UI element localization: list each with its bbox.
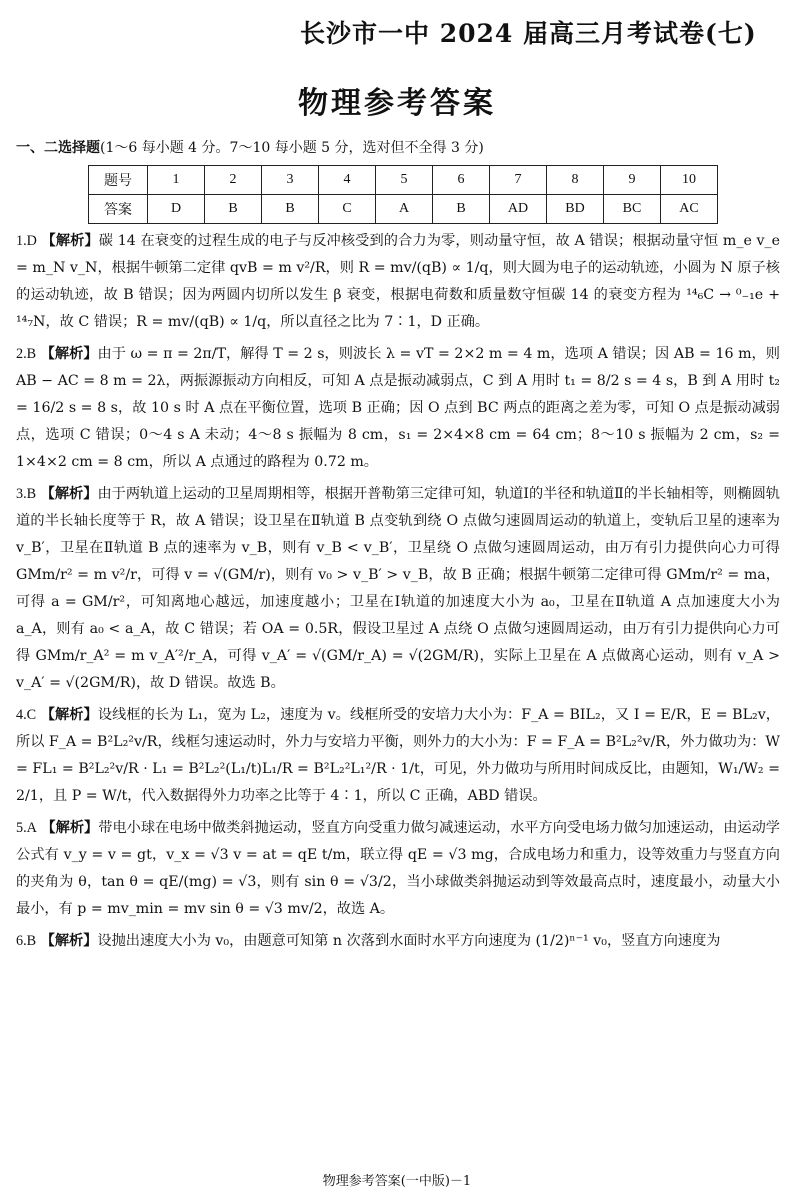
solution-number: 4.C [16,707,37,723]
solution-tag: 【解析】 [40,707,98,723]
solution-tag: 【解析】 [40,933,98,949]
solutions-body [16,228,780,960]
solution-tag: 【解析】 [40,346,98,362]
answer-cell: BD [547,195,604,224]
number-cell: 8 [547,166,604,195]
solution-item [16,702,780,810]
solution-item [16,341,780,476]
solution-tag: 【解析】 [40,486,98,502]
solution-number: 3.B [16,486,37,502]
answer-cell: AC [661,195,718,224]
page-footer: 物理参考答案(一中版)－1 [322,1174,472,1189]
solution-item [16,928,780,955]
number-cell: 5 [376,166,433,195]
solution-number: 6.B [16,933,37,949]
solution-tag: 【解析】 [41,820,99,836]
number-cell: 7 [490,166,547,195]
solution-item [16,228,780,336]
number-cell: 10 [661,166,718,195]
solution-text: 设线框的长为 L₁，宽为 L₂，速度为 v。线框所受的安培力大小为：F_A = BIL₂，又 I = E/R，E = BL₂v，所以 F_A = B²L₂²v/R，线框匀速运动时，外力与安培力平衡，则外力的大小为：F = F_A = B²L₂²v/R，外力做功为：W = FL₁ = B²L₂²v/R · L₁ = B²L₂²(L₁/t)L₁/R = B²L₂²L₁²/R · 1/t，可见，外力做功与所用时间成反比，由题知，W₁/W₂ = 2/1，且 P = W/t，代入数据得外力功率之比等于 4∶1，所以 C 正确，ABD 错误。 [16,707,780,804]
number-cell: 4 [319,166,376,195]
solution-text: 带电小球在电场中做类斜抛运动，竖直方向受重力做匀减速运动，水平方向受电场力做匀加速运动，由运动学公式有 v_y = v = gt，v_x = √3 v = at = qE t/m，联立得 qE = √3 mg，合成电场力和重力，设等效重力与竖直方向的夹角为 θ，tan θ = qE/(mg) = √3，则有 sin θ = √3/2，当小球做类斜抛运动到等效最高点时，速度最小，动量大小最小，有 p = mv_min = mv sin θ = √3 mv/2，故选 A。 [16,820,780,917]
solution-item [16,481,780,697]
section-heading [16,137,484,157]
row-label-answer: 答案 [89,195,148,224]
solution-text: 设抛出速度大小为 v₀，由题意可知第 n 次落到水面时水平方向速度为 (1/2)ⁿ⁻¹ v₀，竖直方向速度为 [97,933,721,949]
number-cell: 9 [604,166,661,195]
answer-table-answer-row [89,195,718,224]
solution-text: 由于两轨道上运动的卫星周期相等，根据开普勒第三定律可知，轨道Ⅰ的半径和轨道Ⅱ的半长轴相等，则椭圆轨道的半长轴长度等于 R，故 A 错误；设卫星在Ⅱ轨道 B 点变轨到绕 O 点做匀速圆周运动的轨道上，变轨后卫星的速率为 v_B′，卫星在Ⅱ轨道 B 点的速率为 v_B，则有 v_B < v_B′，卫星绕 O 点做匀速圆周运动，由万有引力提供向心力可得 GMm/r² = m v²/r，可得 v = √(GM/r)，则有 v₀ > v_B′ > v_B，故 B 正确；根据牛顿第二定律可得 GMm/r² = ma，可得 a = GM/r²，可知离地心越远，加速度越小；卫星在Ⅰ轨道的加速度大小为 a₀，卫星在Ⅱ轨道 A 点加速度大小为 a_A，则有 a₀ < a_A，故 C 错误；若 OA = 0.5R，假设卫星过 A 点绕 O 点做匀速圆周运动，由万有引力提供向心力可得 GMm/r_A² = m v_A′²/r_A，可得 v_A′ = √(GM/r_A) = √(2GM/R)，实际上卫星在 A 点做离心运动，则有 v_A > v_A′ = √(2GM/R)，故 D 错误。故选 B。 [16,486,780,691]
solution-tag: 【解析】 [41,233,99,249]
answer-cell: D [148,195,205,224]
answer-cell: B [262,195,319,224]
answer-cell: A [376,195,433,224]
exam-title: 长沙市一中 2024 届高三月考试卷(七) [300,19,757,48]
number-cell: 6 [433,166,490,195]
solution-text: 碳 14 在衰变的过程生成的电子与反冲核受到的合力为零，则动量守恒，故 A 错误；根据动量守恒 m_e v_e = m_N v_N，根据牛顿第二定律 qvB = m v²/R，则 R = mv/(qB) ∝ 1/q，则大圆为电子的运动轨迹，小圆为 N 原子核的运动轨迹，故 B 错误；因为两圆内切所以发生 β 衰变，根据电荷数和质量数守恒碳 14 的衰变方程为 ¹⁴₆C → ⁰₋₁e + ¹⁴₇N，故 C 错误；R = mv/(qB) ∝ 1/q，所以直径之比为 7∶1，D 正确。 [16,233,780,330]
number-cell: 1 [148,166,205,195]
answer-cell: B [205,195,262,224]
number-cell: 2 [205,166,262,195]
number-cell: 3 [262,166,319,195]
answer-cell: C [319,195,376,224]
answer-table-number-row [89,166,718,195]
answer-cell: B [433,195,490,224]
solution-text: 由于 ω = π = 2π/T，解得 T = 2 s，则波长 λ = vT = 2×2 m = 4 m，选项 A 错误；因 AB = 16 m，则 AB − AC = 8 m = 2λ，两振源振动方向相反，可知 A 点是振动减弱点，C 到 A 用时 t₁ = 8/2 s = 4 s，B 到 A 用时 t₂ = 16/2 s = 8 s，故 10 s 时 A 点在平衡位置，选项 B 正确；因 O 点到 BC 两点的距离之差为零，可知 O 点是振动减弱点，选项 C 错误；0～4 s A 未动；4～8 s 振幅为 8 cm，s₁ = 2×4×8 cm = 64 cm；8～10 s 振幅为 2 cm，s₂ = 1×4×2 cm = 8 cm，所以 A 点通过的路程为 0.72 m。 [16,346,780,470]
solution-item [16,815,780,923]
section-heading-label: 一、二选择题 [16,140,100,156]
answer-cell: BC [604,195,661,224]
answer-table [88,165,718,224]
solution-number: 5.A [16,820,37,836]
page-title: 物理参考答案 [298,86,496,121]
solution-number: 1.D [16,233,37,249]
row-label-number: 题号 [89,166,148,195]
section-heading-note: (1～6 每小题 4 分。7～10 每小题 5 分，选对但不全得 3 分) [100,140,484,156]
answer-cell: AD [490,195,547,224]
solution-number: 2.B [16,346,37,362]
